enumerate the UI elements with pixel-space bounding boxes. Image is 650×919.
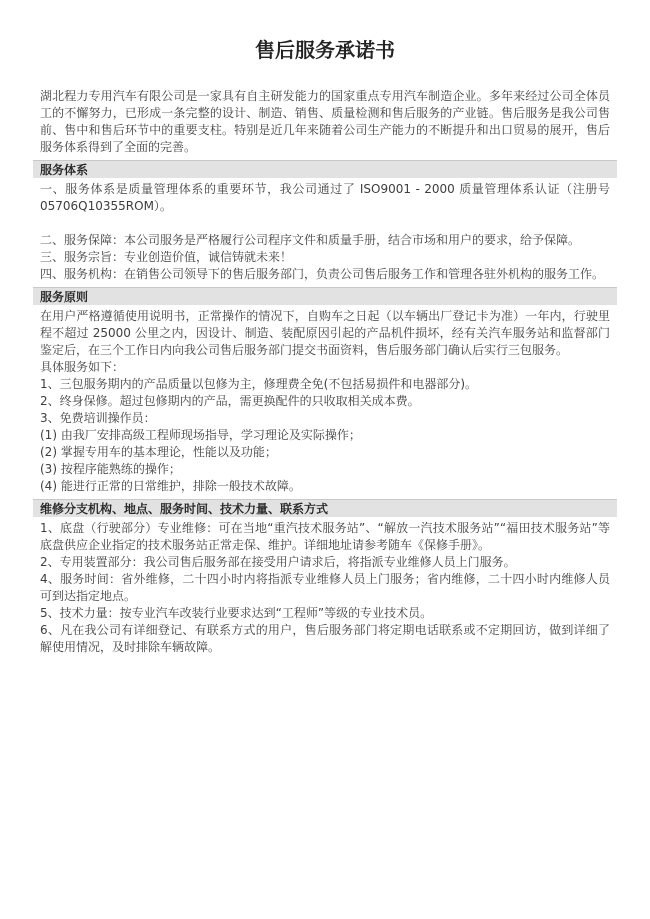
- body-line: 3、免费培训操作员：: [40, 411, 156, 425]
- body-line: 二、服务保障：本公司服务是严格履行公司程序文件和质量手册，结合市场和用户的要求，给予保障。: [40, 233, 581, 247]
- section-header-repair-branches: 维修分支机构、地点、服务时间、技术力量、联系方式: [33, 499, 617, 517]
- body-line: 5、技术力量：按专业汽车改装行业要求达到“工程师”等级的专业技术员。: [40, 606, 433, 620]
- body-line: 三、服务宗旨：专业创造价值，诚信铸就未来！: [40, 250, 293, 264]
- body-line: 一、服务体系是质量管理体系的重要环节，我公司通过了 ISO9001 - 2000 质量管理体系认证（注册号 05706Q10355ROM）。: [40, 182, 610, 213]
- body-line: (4) 能进行正常的日常维护，排除一般技术故障。: [40, 479, 301, 493]
- body-line: 2、专用装置部分：我公司售后服务部在接受用户请求后，将指派专业维修人员上门服务。: [40, 555, 516, 569]
- body-line: (3) 按程序能熟练的操作；: [40, 462, 181, 476]
- body-line: 1、三包服务期内的产品质量以包修为主，修理费全免(不包括易损件和电器部分)。: [40, 377, 478, 391]
- section-body-service-system: [40, 181, 610, 283]
- body-line: 6、凡在我公司有详细登记、有联系方式的用户，售后服务部门将定期电话联系或不定期回访，做到详细了解使用情况，及时排除车辆故障。: [40, 623, 610, 654]
- body-line: 4、服务时间：省外维修，二十四小时内将指派专业维修人员上门服务；省内维修，二十四小时内维修人员可到达指定地点。: [40, 572, 610, 603]
- body-line: 1、底盘（行驶部分）专业维修：可在当地“重汽技术服务站”、“解放一汽技术服务站”“福田技术服务站”等底盘供应企业指定的技术服务站正常走保、维护。详细地址请参考随车《保修手册》。: [40, 521, 610, 552]
- body-line-blank: [40, 215, 610, 232]
- body-line: 四、服务机构：在销售公司领导下的售后服务部门，负责公司售后服务工作和管理各驻外机构的服务工作。: [40, 267, 605, 281]
- page-title: 售后服务承诺书: [255, 38, 395, 62]
- intro-paragraph: 湖北程力专用汽车有限公司是一家具有自主研发能力的国家重点专用汽车制造企业。多年来经过公司全体员工的不懈努力，已形成一条完整的设计、制造、销售、质量检测和售后服务的产业链。售后服务是我公司售前、售中和售后环节中的重要支柱。特别是近几年来随着公司生产能力的不断提升和出口贸易的展开，售后服务体系得到了全面的完善。: [40, 89, 610, 154]
- section-body-repair-branches: [40, 520, 610, 656]
- section-header-service-principles: 服务原则: [33, 287, 617, 305]
- section-header-service-system: 服务体系: [33, 160, 617, 178]
- body-line: (1) 由我厂安排高级工程师现场指导，学习理论及实际操作；: [40, 428, 361, 442]
- section-body-service-principles: [40, 308, 610, 495]
- body-line: (2) 掌握专用车的基本理论，性能以及功能；: [40, 445, 277, 459]
- body-line: 2、终身保修。超过包修期内的产品，需更换配件的只收取相关成本费。: [40, 394, 420, 408]
- body-line: 在用户严格遵循使用说明书，正常操作的情况下，自购车之日起（以车辆出厂登记卡为准）一年内，行驶里程不超过 25000 公里之内，因设计、制造、装配原因引起的产品机件损坏，经有关汽车服务站和监督部门鉴定后，在三个工作日内向我公司售后服务部门提交书面资料，售后服务部门确认后实行三包服务。: [40, 309, 610, 357]
- body-line: 具体服务如下：: [40, 360, 125, 374]
